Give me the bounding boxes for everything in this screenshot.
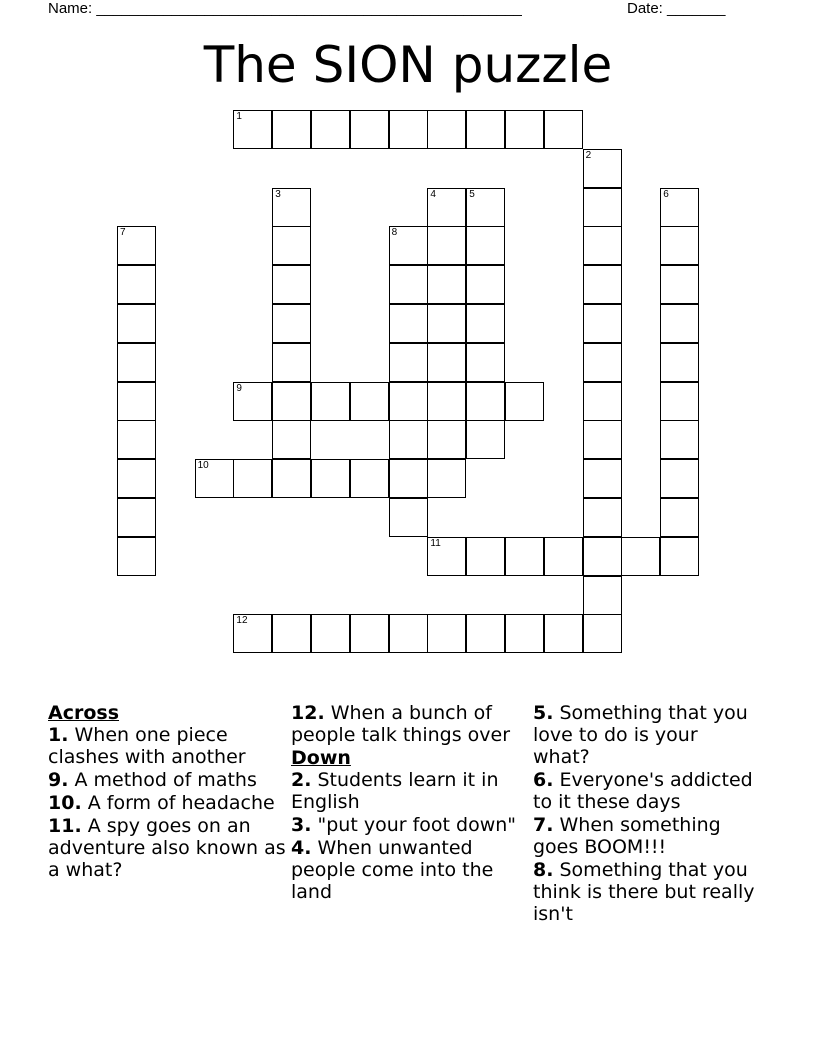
clue-down-3: 3. "put your foot down" [291,814,517,836]
grid-cell[interactable] [583,614,622,653]
name-field-label: Name: ___________________________________________________ [48,0,522,17]
grid-cell[interactable] [583,304,622,343]
grid-cell[interactable] [389,110,428,149]
clue-down-6: 6. Everyone's addicted to it these days [533,769,753,813]
grid-cell[interactable] [427,304,466,343]
clue-number: 3 [275,188,281,200]
clue-number: 4 [430,188,436,200]
puzzle-title: The SION puzzle [203,36,613,94]
grid-cell[interactable] [660,382,699,421]
grid-cell[interactable] [466,304,505,343]
grid-cell[interactable] [466,110,505,149]
grid-cell[interactable] [583,188,622,227]
grid-cell[interactable] [117,226,156,265]
grid-cell[interactable] [272,459,311,498]
grid-cell[interactable] [466,188,505,227]
grid-cell[interactable] [466,265,505,304]
grid-cell[interactable] [505,614,544,653]
clue-across-11: 11. A spy goes on an adventure also known as a what? [48,815,286,881]
grid-cell[interactable] [427,110,466,149]
grid-cell[interactable] [660,498,699,537]
grid-cell[interactable] [233,110,272,149]
grid-cell[interactable] [583,265,622,304]
clue-number: 8 [391,227,398,239]
grid-cell[interactable] [544,537,583,576]
grid-cell[interactable] [466,614,505,653]
grid-cell[interactable] [427,265,466,304]
down-heading: Down [291,747,351,769]
grid-cell[interactable] [117,420,156,459]
clue-number: 5 [469,188,475,200]
grid-cell[interactable] [272,343,311,382]
grid-cell[interactable] [660,188,699,227]
grid-cell[interactable] [505,110,544,149]
grid-cell[interactable] [350,110,389,149]
grid-cell[interactable] [660,459,699,498]
grid-cell[interactable] [117,304,156,343]
grid-cell[interactable] [350,614,389,653]
clue-down-8: 8. Something that you think is there but really isn't [533,859,755,925]
grid-cell[interactable] [311,110,350,149]
grid-cell[interactable] [389,459,428,498]
grid-cell[interactable] [466,382,505,421]
grid-cell[interactable] [272,614,311,653]
grid-cell[interactable] [389,382,428,421]
clue-down-4: 4. When unwanted people come into the land [291,837,494,903]
grid-cell[interactable] [272,420,311,459]
grid-cell[interactable] [660,420,699,459]
grid-cell[interactable] [544,110,583,149]
grid-cell[interactable] [272,382,311,421]
clue-down-2: 2. Students learn it in English [291,769,499,813]
clue-across-9: 9. A method of maths [48,769,257,791]
grid-cell[interactable] [427,459,466,498]
clue-number: 7 [120,227,126,239]
grid-cell[interactable] [272,265,311,304]
grid-cell[interactable] [233,459,272,498]
grid-cell[interactable] [117,459,156,498]
grid-cell[interactable] [389,265,428,304]
grid-cell[interactable] [660,343,699,382]
across-heading: Across [48,702,120,724]
grid-cell[interactable] [583,459,622,498]
grid-cell[interactable] [389,420,428,459]
grid-cell[interactable] [544,614,583,653]
grid-cell[interactable] [583,343,622,382]
grid-cell[interactable] [272,304,311,343]
grid-cell[interactable] [389,304,428,343]
grid-cell[interactable] [466,420,505,459]
grid-cell[interactable] [389,226,428,265]
grid-cell[interactable] [583,498,622,537]
grid-cell[interactable] [583,149,622,188]
grid-cell[interactable] [466,226,505,265]
grid-cell[interactable] [427,420,466,459]
grid-cell[interactable] [427,537,466,576]
grid-cell[interactable] [117,382,156,421]
grid-cell[interactable] [427,188,466,227]
grid-cell[interactable] [233,382,272,421]
grid-cell[interactable] [583,537,622,576]
grid-cell[interactable] [350,459,389,498]
grid-cell[interactable] [505,382,544,421]
grid-cell[interactable] [466,537,505,576]
grid-cell[interactable] [272,110,311,149]
clue-number: 9 [236,382,242,394]
grid-cell[interactable] [311,459,350,498]
grid-cell[interactable] [272,226,311,265]
grid-cell[interactable] [660,226,699,265]
grid-cell[interactable] [311,614,350,653]
clue-across-1: 1. When one piece clashes with another [48,724,246,768]
grid-cell[interactable] [117,537,156,576]
grid-cell[interactable] [466,343,505,382]
clue-across-12: 12. When a bunch of people talk things over [291,702,511,746]
grid-cell[interactable] [117,343,156,382]
clue-number: 1 [236,111,242,122]
grid-cell[interactable] [389,498,428,537]
clue-number: 10 [197,460,209,472]
grid-cell[interactable] [117,498,156,537]
grid-cell[interactable] [272,188,311,227]
grid-cell[interactable] [660,265,699,304]
clue-number: 2 [585,149,592,161]
date-field-label: Date: _______ [627,0,726,17]
clue-across-10: 10. A form of headache [48,792,275,814]
grid-cell[interactable] [427,382,466,421]
clue-column-2 [291,702,531,904]
grid-cell[interactable] [195,459,234,498]
grid-cell[interactable] [427,343,466,382]
grid-cell[interactable] [583,226,622,265]
grid-cell[interactable] [233,614,272,653]
clue-number: 11 [430,537,441,549]
grid-cell[interactable] [350,382,389,421]
grid-cell[interactable] [583,382,622,421]
grid-cell[interactable] [660,537,699,576]
grid-cell[interactable] [427,614,466,653]
clue-column-3 [533,702,758,926]
grid-cell[interactable] [117,265,156,304]
grid-cell[interactable] [389,614,428,653]
grid-cell[interactable] [621,537,660,576]
grid-cell[interactable] [311,382,350,421]
clue-column-1 [48,702,286,882]
clue-down-5: 5. Something that you love to do is your what? [533,702,748,768]
grid-cell[interactable] [389,343,428,382]
clue-number: 12 [236,615,248,627]
clue-number: 6 [663,188,669,200]
clue-down-7: 7. When something goes BOOM!!! [533,814,721,858]
grid-cell[interactable] [505,537,544,576]
grid-cell[interactable] [583,420,622,459]
grid-cell[interactable] [427,226,466,265]
grid-cell[interactable] [583,576,622,615]
grid-cell[interactable] [660,304,699,343]
